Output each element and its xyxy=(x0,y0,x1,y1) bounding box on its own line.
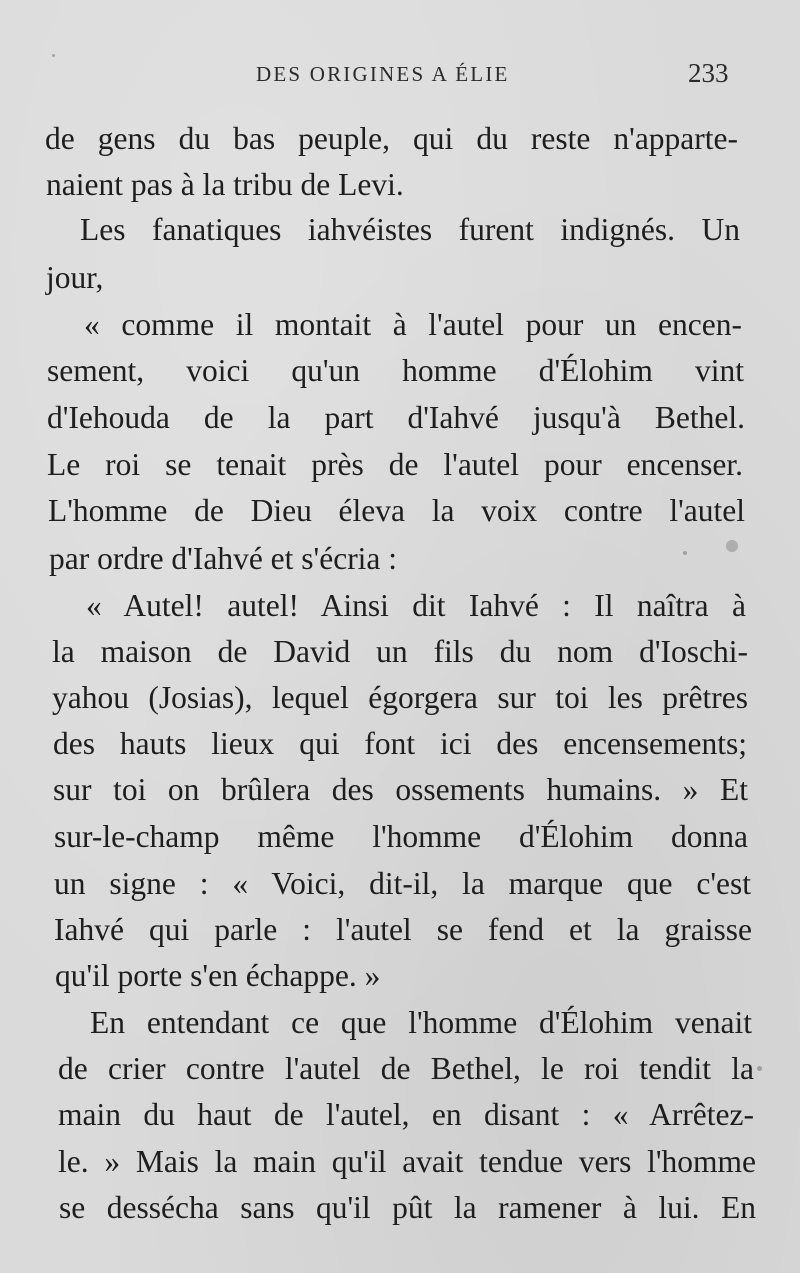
text-line: jour, xyxy=(46,260,104,295)
text-line: sement, voici qu'un homme d'Élohim vint xyxy=(47,353,744,388)
running-title: DES ORIGINES A ÉLIE xyxy=(256,62,510,86)
text-line: « comme il montait à l'autel pour un encen- xyxy=(84,307,742,342)
text-line: En entendant ce que l'homme d'Élohim venait xyxy=(90,1005,752,1040)
text-line: yahou (Josias), lequel égorgera sur toi les prêtres xyxy=(52,680,748,715)
text-line: main du haut de l'autel, en disant : « Arrêtez- xyxy=(58,1097,754,1132)
paper-speck xyxy=(52,54,55,57)
text-line: de gens du bas peuple, qui du reste n'apparte- xyxy=(45,121,738,156)
text-line: Iahvé qui parle : l'autel se fend et la graisse xyxy=(54,912,752,947)
paper-speck xyxy=(683,551,687,555)
paper-speck xyxy=(726,540,738,552)
page-number: 233 xyxy=(688,58,729,88)
text-line: naient pas à la tribu de Levi. xyxy=(46,167,404,202)
text-line: de crier contre l'autel de Bethel, le roi tendit la xyxy=(58,1051,754,1086)
text-line: des hauts lieux qui font ici des encensements; xyxy=(53,726,747,761)
text-line: sur-le-champ même l'homme d'Élohim donna xyxy=(54,819,748,854)
paper-speck xyxy=(757,1066,762,1071)
text-line: d'Iehouda de la part d'Iahvé jusqu'à Bethel. xyxy=(47,400,745,435)
text-line: Le roi se tenait près de l'autel pour encenser. xyxy=(47,447,743,482)
text-line: sur toi on brûlera des ossements humains. » Et xyxy=(53,772,748,807)
text-line: un signe : « Voici, dit-il, la marque que c'est xyxy=(54,866,751,901)
text-line: se dessécha sans qu'il pût la ramener à lui. En xyxy=(59,1190,756,1225)
text-line: L'homme de Dieu éleva la voix contre l'autel xyxy=(48,493,745,528)
text-line: Les fanatiques iahvéistes furent indignés. Un xyxy=(80,212,740,247)
text-line: le. » Mais la main qu'il avait tendue vers l'homme xyxy=(58,1144,756,1179)
text-line: par ordre d'Iahvé et s'écria : xyxy=(49,541,398,576)
text-line: « Autel! autel! Ainsi dit Iahvé : Il naîtra à xyxy=(86,588,746,623)
text-line: la maison de David un fils du nom d'Ioschi- xyxy=(52,634,748,669)
text-line: qu'il porte s'en échappe. » xyxy=(55,958,381,993)
